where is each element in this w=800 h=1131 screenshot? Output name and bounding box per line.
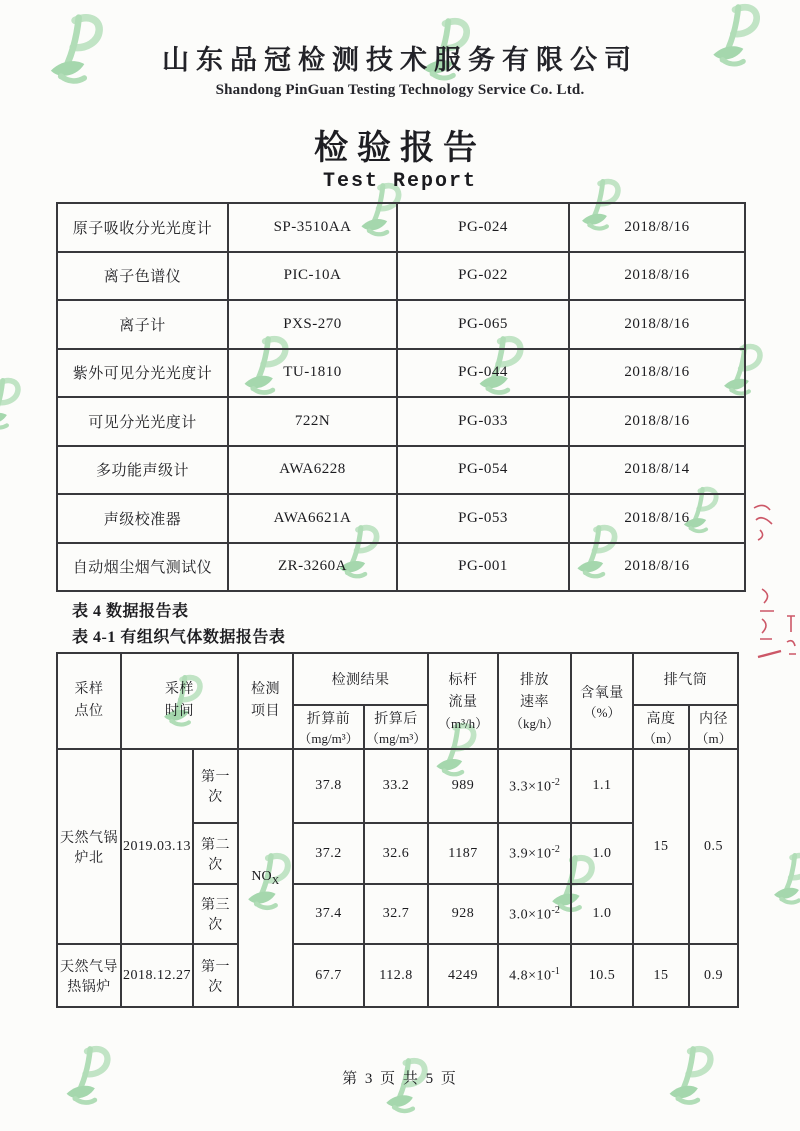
before-value-cell: 37.2 [293, 823, 364, 884]
instrument-model-cell: ZR-3260A [228, 543, 397, 592]
instrument-model-cell: AWA6228 [228, 446, 397, 495]
calibration-date-cell: 2018/8/16 [569, 203, 745, 252]
page-number: 第 3 页 共 5 页 [342, 1071, 458, 1087]
stack-diameter-cell: 0.5 [689, 749, 738, 944]
before-value-cell: 37.4 [293, 884, 364, 944]
header-flow: 标杆流量 （m³/h） [428, 653, 498, 749]
calibration-date-cell: 2018/8/16 [569, 300, 745, 349]
before-value-cell: 67.7 [293, 944, 364, 1007]
table-row [57, 494, 745, 543]
rate-value-cell: $3.0\times 10^{-2}$ [498, 884, 571, 944]
instrument-code-cell: PG-044 [397, 349, 569, 398]
rate-value-cell: $3.3\times 10^{-2}$ [498, 749, 571, 823]
instrument-name-cell: 自动烟尘烟气测试仪 [57, 543, 228, 592]
instrument-name-cell: 声级校准器 [57, 494, 228, 543]
instrument-name-cell: 原子吸收分光光度计 [57, 203, 228, 252]
header-sampling-time: 采样时间 [121, 653, 238, 749]
flow-value-cell: 928 [428, 884, 498, 944]
instrument-code-cell: PG-001 [397, 543, 569, 592]
red-annotation-mark [750, 500, 776, 544]
sampling-date-cell: 2018.12.27 [121, 944, 193, 1007]
oxygen-value-cell: 1.1 [571, 749, 633, 823]
instrument-code-cell: PG-022 [397, 252, 569, 301]
oxygen-value-cell: 1.0 [571, 884, 633, 944]
oxygen-value-cell: 10.5 [571, 944, 633, 1007]
after-value-cell: 112.8 [364, 944, 428, 1007]
instrument-model-cell: 722N [228, 397, 397, 446]
header-emission-rate: 排放速率 （kg/h） [498, 653, 571, 749]
instrument-code-cell: PG-054 [397, 446, 569, 495]
instrument-name-cell: 可见分光光度计 [57, 397, 228, 446]
company-name-en: Shandong PinGuan Testing Technology Service Co. Ltd. [215, 82, 585, 98]
run-number-cell: 第三次 [193, 884, 238, 944]
instrument-model-cell: PXS-270 [228, 300, 397, 349]
after-value-cell: 32.6 [364, 823, 428, 884]
instrument-model-cell: AWA6621A [228, 494, 397, 543]
oxygen-value-cell: 1.0 [571, 823, 633, 884]
table-row [57, 944, 738, 1007]
table-header-row [57, 653, 738, 705]
instrument-code-cell: PG-033 [397, 397, 569, 446]
flow-value-cell: 4249 [428, 944, 498, 1007]
calibration-date-cell: 2018/8/14 [569, 446, 745, 495]
report-title-en: Test Report [322, 170, 478, 193]
header-before-conversion: 折算前 （mg/m³） [293, 705, 364, 749]
header-stack-diameter: 内径 （m） [689, 705, 738, 749]
run-number-cell: 第二次 [193, 823, 238, 884]
table-row [57, 543, 745, 592]
red-annotation-mark [783, 612, 799, 660]
header-oxygen: 含氧量 （%） [571, 653, 633, 749]
instrument-name-cell: 离子色谱仪 [57, 252, 228, 301]
flow-value-cell: 1187 [428, 823, 498, 884]
header-stack-height: 高度 （m） [633, 705, 689, 749]
instrument-model-cell: TU-1810 [228, 349, 397, 398]
stack-height-cell: 15 [633, 944, 689, 1007]
red-annotation-mark [756, 648, 784, 660]
red-annotation-mark [756, 585, 778, 645]
table-row [57, 252, 745, 301]
table-row [57, 300, 745, 349]
run-number-cell: 第一次 [193, 944, 238, 1007]
instrument-code-cell: PG-065 [397, 300, 569, 349]
sampling-point-cell: 天然气导热锅炉 [57, 944, 121, 1007]
table-row [57, 349, 745, 398]
test-item-cell: $NO_X$ [238, 749, 293, 1007]
calibration-date-cell: 2018/8/16 [569, 397, 745, 446]
after-value-cell: 33.2 [364, 749, 428, 823]
after-value-cell: 32.7 [364, 884, 428, 944]
report-title: 检验报告 [314, 130, 486, 167]
table-row [57, 397, 745, 446]
equipment-table [56, 202, 746, 592]
before-value-cell: 37.8 [293, 749, 364, 823]
rate-value-cell: $3.9\times 10^{-2}$ [498, 823, 571, 884]
company-name: 山东品冠检测技术服务有限公司 [162, 45, 638, 75]
instrument-code-cell: PG-053 [397, 494, 569, 543]
header-test-result: 检测结果 [293, 653, 428, 705]
calibration-date-cell: 2018/8/16 [569, 252, 745, 301]
calibration-date-cell: 2018/8/16 [569, 543, 745, 592]
table4-caption: 表 4 数据报告表 [72, 603, 189, 620]
sampling-point-cell: 天然气锅炉北 [57, 749, 121, 944]
instrument-code-cell: PG-024 [397, 203, 569, 252]
header-sampling-point: 采样点位 [57, 653, 121, 749]
instrument-model-cell: SP-3510AA [228, 203, 397, 252]
header-test-item: 检测项目 [238, 653, 293, 749]
gas-data-table [56, 652, 739, 1008]
stack-diameter-cell: 0.9 [689, 944, 738, 1007]
stack-height-cell: 15 [633, 749, 689, 944]
flow-value-cell: 989 [428, 749, 498, 823]
header-after-conversion: 折算后 （mg/m³） [364, 705, 428, 749]
rate-value-cell: $4.8\times 10^{-1}$ [498, 944, 571, 1007]
instrument-name-cell: 离子计 [57, 300, 228, 349]
table-row [57, 749, 738, 823]
instrument-model-cell: PIC-10A [228, 252, 397, 301]
table-row [57, 203, 745, 252]
sampling-date-cell: 2019.03.13 [121, 749, 193, 944]
run-number-cell: 第一次 [193, 749, 238, 823]
header-stack: 排气筒 [633, 653, 738, 705]
instrument-name-cell: 紫外可见分光光度计 [57, 349, 228, 398]
instrument-name-cell: 多功能声级计 [57, 446, 228, 495]
table4-1-caption: 表 4-1 有组织气体数据报告表 [72, 629, 286, 646]
calibration-date-cell: 2018/8/16 [569, 494, 745, 543]
calibration-date-cell: 2018/8/16 [569, 349, 745, 398]
table-row [57, 446, 745, 495]
